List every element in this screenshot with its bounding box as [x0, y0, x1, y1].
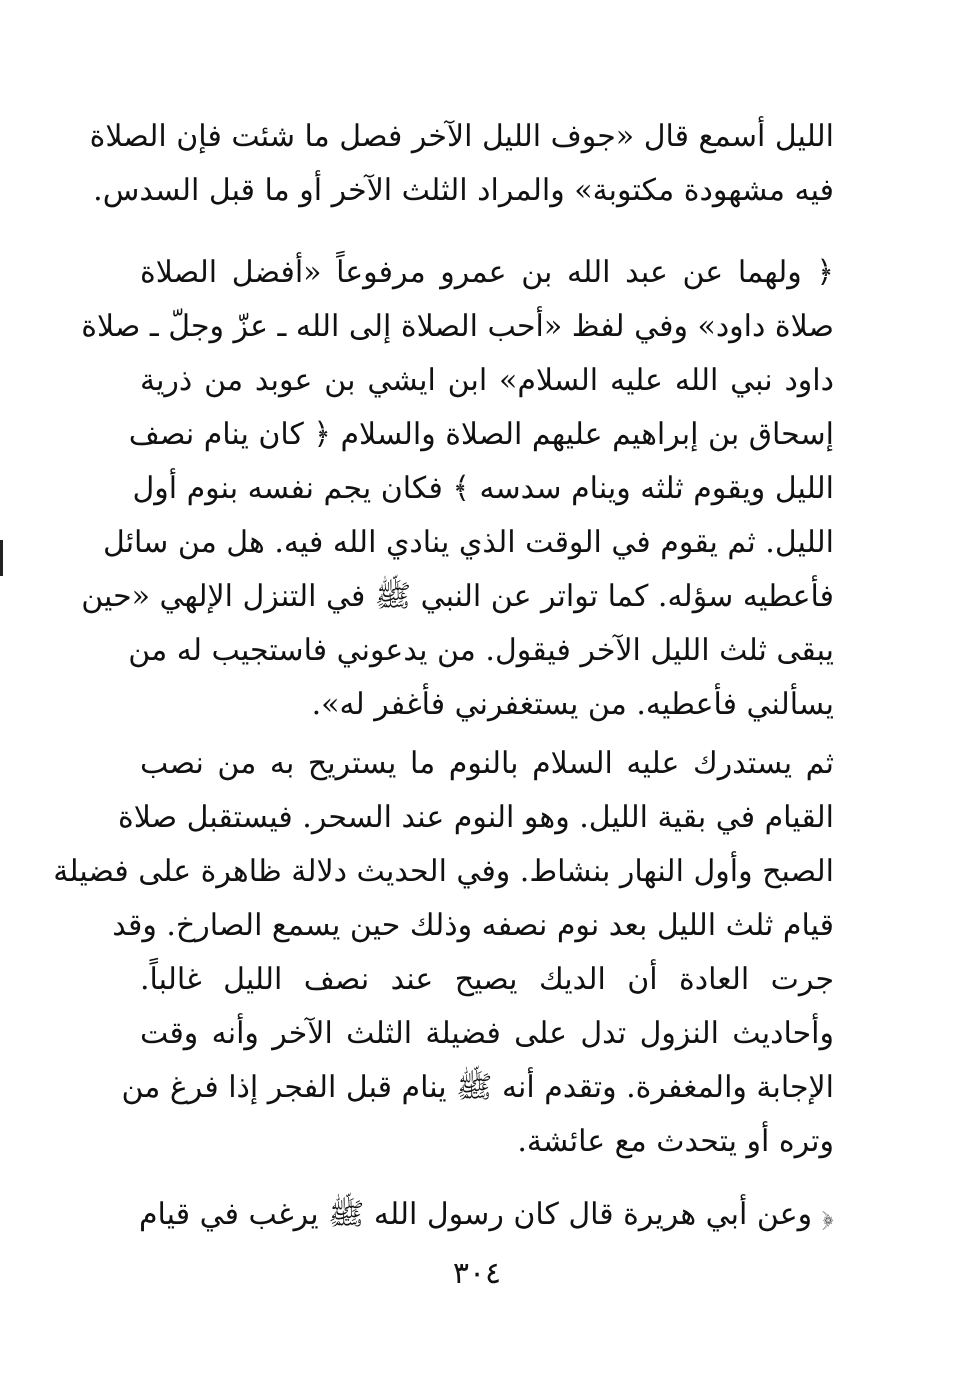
- paragraph-1: [89, 110, 834, 218]
- text-line: يبقى ثلث الليل الآخر فيقول. من يدعوني فاستجيب له من: [128, 633, 834, 668]
- text-line: القيام في بقية الليل. وهو النوم عند السحر. فيستقبل صلاة: [117, 800, 834, 835]
- text-line: فأعطيه سؤله. كما تواتر عن النبي ﷺ في التنزل الإلهي «حين: [81, 579, 834, 614]
- text-line: الصبح وأول النهار بنشاط. وفي الحديث دلالة ظاهرة على فضيلة: [53, 854, 834, 889]
- text-line: يسألني فأعطيه. من يستغفرني فأغفر له».: [311, 687, 834, 722]
- text-line: الليل ويقوم ثلثه وينام سدسه ﴾ فكان يجم نفسه بنوم أول: [132, 471, 834, 506]
- text-line: وأحاديث النزول تدل على فضيلة الثلث الآخر وأنه وقت: [140, 1016, 834, 1051]
- text-line: الليل أسمع قال «جوف الليل الآخر فصل ما شئت فإن الصلاة: [89, 119, 834, 154]
- text-line: الليل. ثم يقوم في الوقت الذي ينادي الله فيه. هل من سائل: [102, 525, 834, 560]
- text-line: جرت العادة أن الديك يصيح عند نصف الليل غالباً.: [140, 962, 834, 997]
- text-line: ﴿ وعن أبي هريرة قال كان رسول الله ﷺ يرغب في قيام: [138, 1197, 834, 1232]
- text-line: قيام ثلث الليل بعد نوم نصفه وذلك حين يسمع الصارخ. وقد: [112, 908, 834, 943]
- paragraph-3: [53, 737, 834, 1169]
- text-line: الإجابة والمغفرة. وتقدم أنه ﷺ ينام قبل الفجر إذا فرغ من: [121, 1070, 834, 1105]
- page-number: ٣٠٤: [452, 1256, 502, 1291]
- text-line: صلاة داود» وفي لفظ «أحب الصلاة إلى الله ـ عزّ وجلّ ـ صلاة: [81, 309, 834, 344]
- text-line: داود نبي الله عليه السلام» ابن ايشي بن عوبد من ذرية: [140, 363, 834, 398]
- text-line: إسحاق بن إبراهيم عليهم الصلاة والسلام ﴿ كان ينام نصف: [128, 417, 834, 452]
- text-line: وتره أو يتحدث مع عائشة.: [517, 1124, 834, 1159]
- scan-edge-mark: [0, 540, 3, 576]
- text-line: ثم يستدرك عليه السلام بالنوم ما يستريح به من نصب: [140, 746, 834, 781]
- text-line: فيه مشهودة مكتوبة» والمراد الثلث الآخر أو ما قبل السدس.: [93, 173, 834, 208]
- paragraph-4: [140, 1188, 834, 1242]
- paragraph-2: [81, 246, 834, 732]
- text-line: ﴿ ولهما عن عبد الله بن عمرو مرفوعاً «أفضل الصلاة: [140, 255, 834, 290]
